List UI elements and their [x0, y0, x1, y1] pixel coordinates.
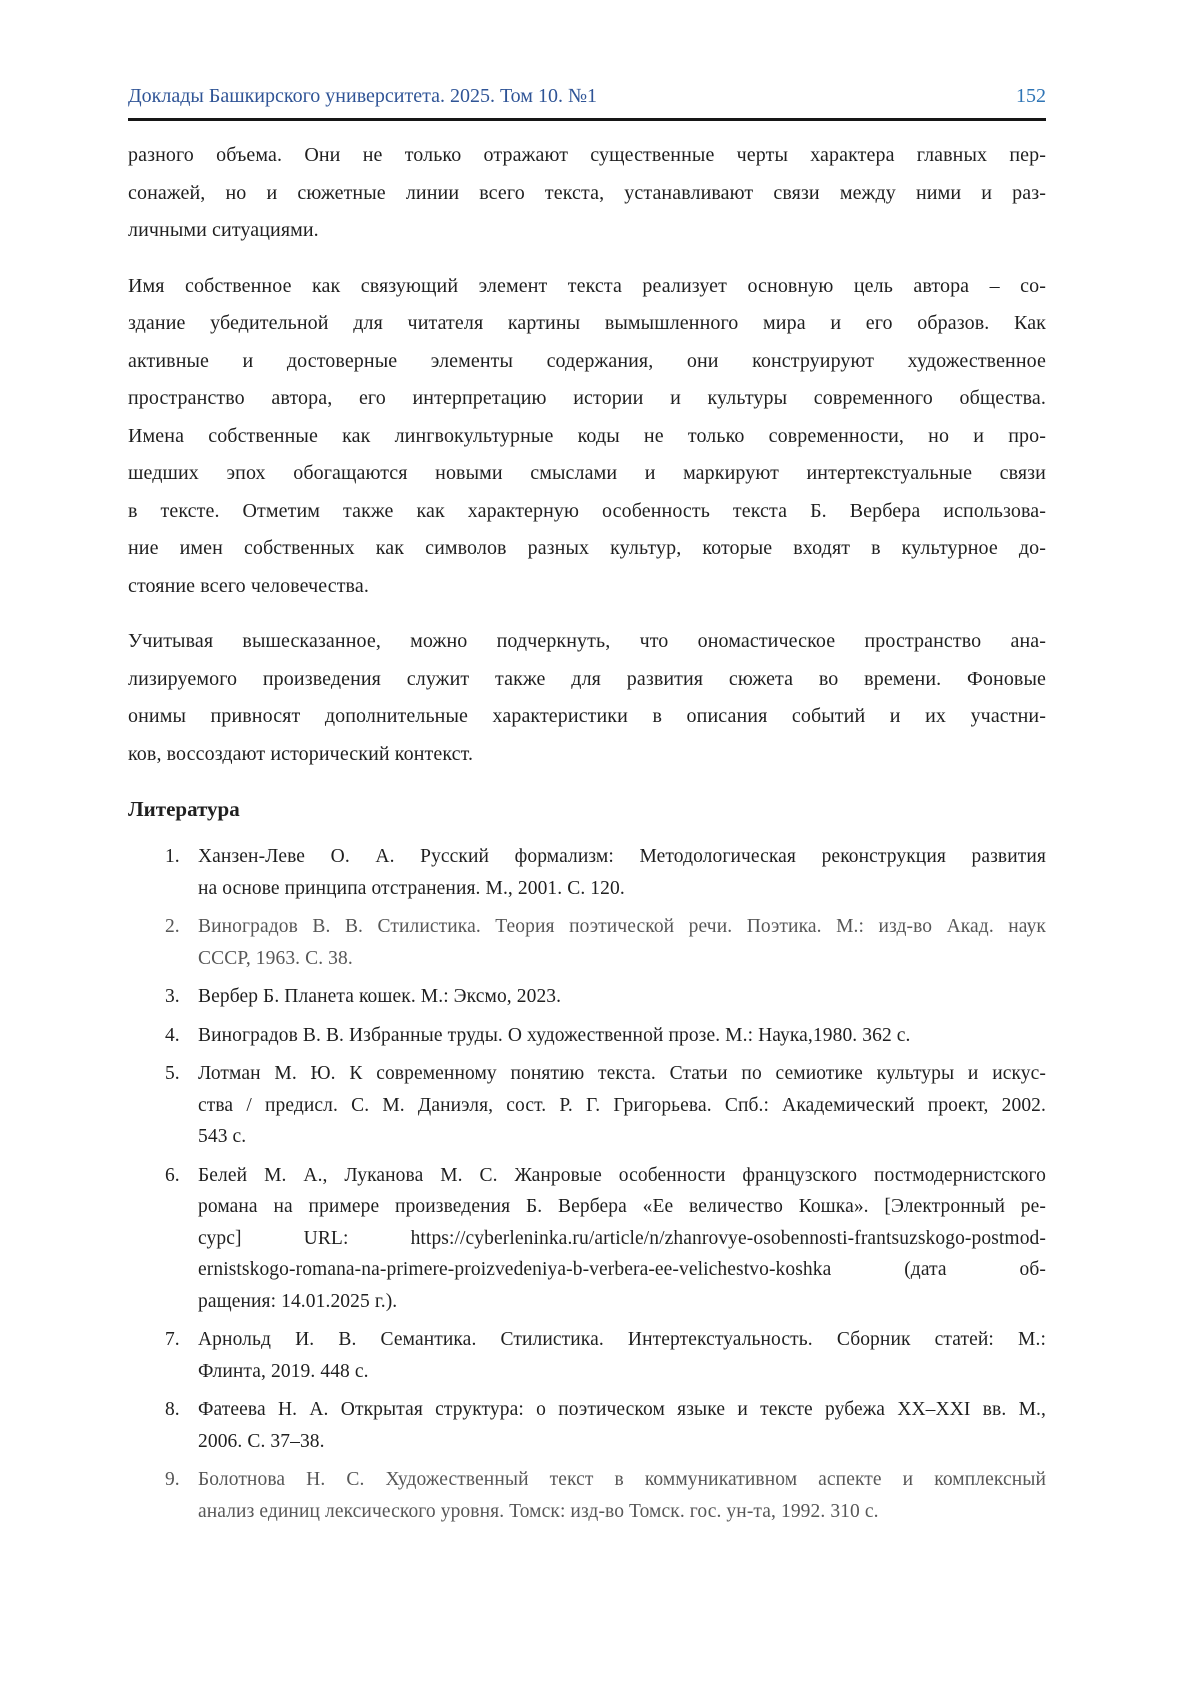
reference-item — [128, 981, 1046, 1013]
paragraph-line: Учитывая вышесказанное, можно подчеркнуть, что ономастическое пространство ана- — [128, 630, 1046, 652]
paragraph-line: Имя собственное как связующий элемент текста реализует основную цель автора – со- — [128, 274, 1046, 297]
reference-number: 9. — [165, 1469, 180, 1490]
reference-item — [128, 1020, 1046, 1052]
paragraph-line: стояние всего человечества. — [128, 574, 369, 597]
reference-line: 2006. С. 37–38. — [198, 1430, 325, 1452]
reference-line: 543 с. — [198, 1126, 247, 1147]
references-heading: Литература — [128, 797, 240, 821]
reference-line: романа на примере произведения Б. Вербера «Ее величество Кошка». [Электронный ре- — [198, 1196, 1046, 1217]
reference-number: 7. — [165, 1329, 180, 1350]
reference-line: Виноградов В. В. Стилистика. Теория поэтической речи. Поэтика. М.: изд-во Акад. наук — [198, 916, 1046, 937]
reference-number: 6. — [165, 1164, 180, 1186]
content-area — [128, 0, 1046, 1527]
references-list — [128, 841, 1046, 1527]
reference-number: 1. — [165, 846, 180, 867]
reference-text — [198, 1324, 1046, 1387]
reference-line: Ханзен-Леве О. А. Русский формализм: Методологическая реконструкция развития — [198, 846, 1046, 867]
paragraph-line: активные и достоверные элементы содержания, они конструируют художественное — [128, 349, 1046, 372]
reference-number: 4. — [165, 1024, 180, 1046]
paragraph-line: онимы привносят дополнительные характеристики в описания событий и их участни- — [128, 705, 1046, 727]
page-number: 152 — [1016, 85, 1046, 107]
reference-text — [198, 911, 1046, 974]
reference-number: 8. — [165, 1399, 180, 1420]
reference-text — [198, 1160, 1046, 1318]
journal-title: Доклады Башкирского университета. 2025. Том 10. №1 — [128, 85, 598, 107]
reference-text — [198, 1464, 1046, 1527]
paragraph-line: разного объема. Они не только отражают существенные черты характера главных пер- — [128, 144, 1046, 166]
reference-line: ращения: 14.01.2025 г.). — [198, 1290, 398, 1312]
reference-text — [198, 841, 1046, 904]
reference-line: сурс] URL: https://cyberleninka.ru/article/n/zhanrovye-osobennosti-frantsuzskogo-postmod- — [198, 1227, 1046, 1249]
reference-item — [128, 1324, 1046, 1387]
paragraph — [128, 137, 1046, 250]
body-text — [128, 137, 1046, 773]
paragraph-line: шедших эпох обогащаются новыми смыслами и маркируют интертекстуальные связи — [128, 462, 1046, 484]
paragraph-line: в тексте. Отметим также как характерную особенность текста Б. Вербера использова- — [128, 499, 1046, 522]
paragraph-line: ков, воссоздают исторический контекст. — [128, 742, 474, 765]
header-rule — [128, 118, 1046, 121]
paragraph — [128, 623, 1046, 773]
reference-number: 5. — [165, 1063, 180, 1084]
reference-text — [198, 1020, 1046, 1052]
reference-text — [198, 1394, 1046, 1457]
reference-line: Болотнова Н. С. Художественный текст в коммуникативном аспекте и комплексный — [198, 1469, 1046, 1490]
reference-item — [128, 1464, 1046, 1527]
paragraph-line: лизируемого произведения служит также для развития сюжета во времени. Фоновые — [128, 667, 1046, 690]
reference-text — [198, 1058, 1046, 1153]
reference-line: Фатеева Н. А. Открытая структура: о поэтическом языке и тексте рубежа XX–XXI вв. М., — [198, 1399, 1046, 1420]
reference-item — [128, 911, 1046, 974]
reference-text — [198, 981, 1046, 1013]
reference-line: Лотман М. Ю. К современному понятию текста. Статьи по семиотике культуры и искус- — [198, 1063, 1046, 1084]
reference-number: 2. — [165, 916, 180, 937]
reference-line: на основе принципа отстранения. М., 2001. С. 120. — [198, 877, 625, 899]
reference-line: Белей М. А., Луканова М. С. Жанровые особенности французского постмодернистского — [198, 1164, 1046, 1186]
reference-line: Виноградов В. В. Избранные труды. О художественной прозе. М.: Наука,1980. 362 с. — [198, 1024, 911, 1046]
reference-line: Арнольд И. В. Семантика. Стилистика. Интертекстуальность. Сборник статей: М.: — [198, 1329, 1046, 1350]
reference-number: 3. — [165, 986, 180, 1007]
reference-line: СССР, 1963. С. 38. — [198, 947, 353, 969]
paragraph-line: ние имен собственных как символов разных культур, которые входят в культурное до- — [128, 537, 1046, 559]
paragraph-line: здание убедительной для читателя картины вымышленного мира и его образов. Как — [128, 312, 1046, 334]
reference-item — [128, 1160, 1046, 1318]
paragraph-line: пространство автора, его интерпретацию истории и культуры современного общества. — [128, 387, 1046, 409]
reference-line: анализ единиц лексического уровня. Томск: изд-во Томск. гос. ун-та, 1992. 310 с. — [198, 1500, 879, 1522]
reference-line: ernistskogo-romana-na-primere-proizvedeniya-b-verbera-ee-velichestvo-koshka (дата об- — [198, 1259, 1046, 1280]
paragraph-line: личными ситуациями. — [128, 219, 319, 241]
reference-line: Вербер Б. Планета кошек. М.: Эксмо, 2023. — [198, 986, 562, 1007]
paragraph-line: сонажей, но и сюжетные линии всего текста, устанавливают связи между ними и раз- — [128, 181, 1046, 204]
reference-item — [128, 1058, 1046, 1153]
paragraph-line: Имена собственные как лингвокультурные коды не только современности, но и про- — [128, 424, 1046, 447]
reference-item — [128, 841, 1046, 904]
reference-line: ства / предисл. С. М. Даниэля, сост. Р. Г. Григорьева. Спб.: Академический проект, 2002. — [198, 1094, 1046, 1116]
running-header — [128, 0, 1046, 110]
paragraph — [128, 268, 1046, 606]
reference-item — [128, 1394, 1046, 1457]
reference-line: Флинта, 2019. 448 с. — [198, 1360, 369, 1382]
